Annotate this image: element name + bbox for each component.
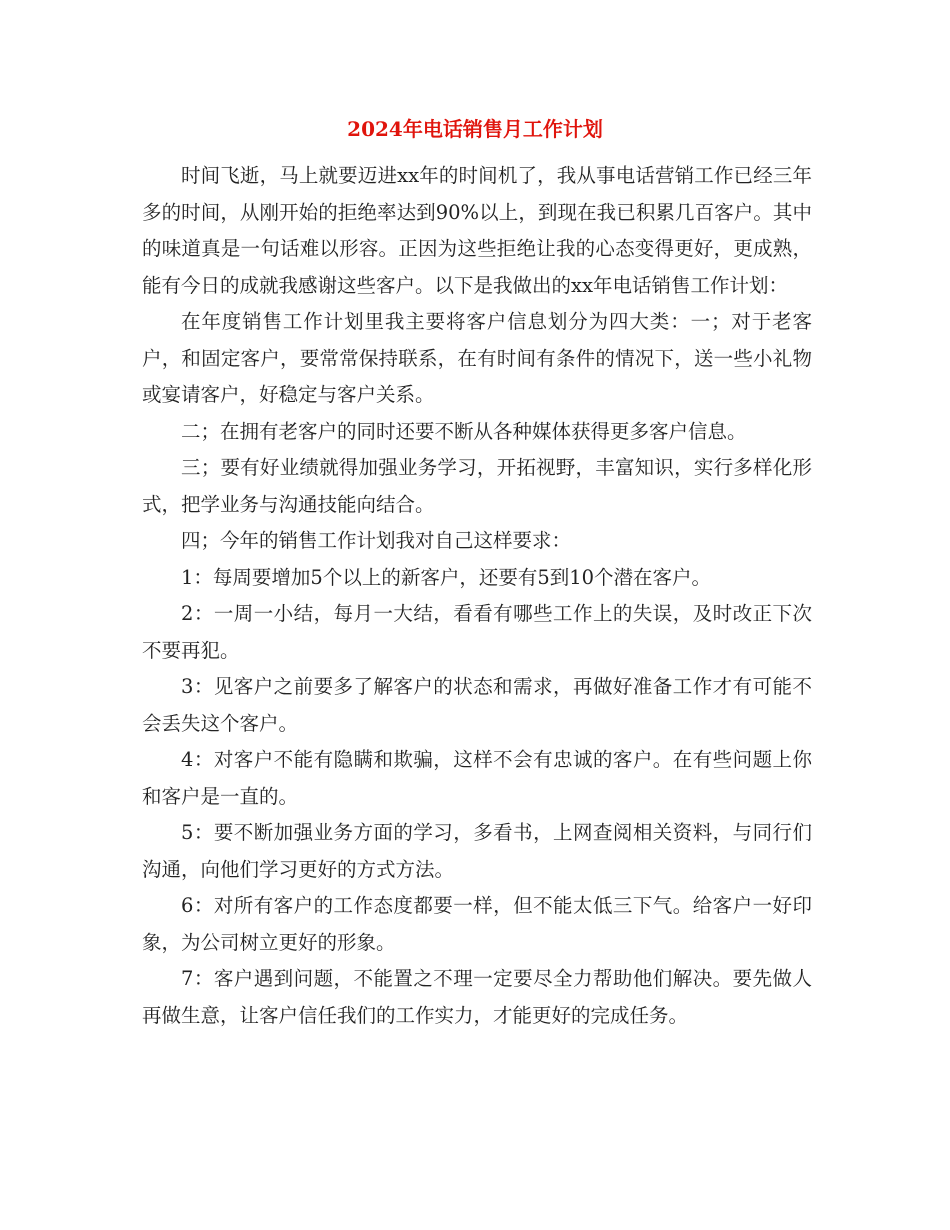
- list-item-2: 2：一周一小结，每月一大结，看看有哪些工作上的失误，及时改正下次不要再犯。: [142, 602, 812, 662]
- paragraph-category-two: 二；在拥有老客户的同时还要不断从各种媒体获得更多客户信息。: [181, 419, 747, 443]
- list-item-7: 7：客户遇到问题，不能置之不理一定要尽全力帮助他们解决。要先做人再做生意，让客户信任我们的工作实力，才能更好的完成任务。: [142, 967, 812, 1027]
- list-item-1: 1：每周要增加5个以上的新客户，还要有5到10个潜在客户。: [181, 565, 712, 589]
- list-item-5: 5：要不断加强业务方面的学习，多看书，上网查阅相关资料，与同行们沟通，向他们学习更好的方式方法。: [142, 821, 812, 881]
- list-item-3: 3：见客户之前要多了解客户的状态和需求，再做好准备工作才有可能不会丢失这个客户。: [142, 675, 812, 735]
- list-item-4: 4：对客户不能有隐瞒和欺骗，这样不会有忠诚的客户。在有些问题上你和客户是一直的。: [142, 748, 812, 808]
- paragraph-category-four: 四；今年的销售工作计划我对自己这样要求：: [181, 529, 572, 552]
- document-title: 2024年电话销售月工作计划: [347, 117, 603, 141]
- list-item-6: 6：对所有客户的工作态度都要一样，但不能太低三下气。给客户一好印象，为公司树立更好的形象。: [142, 894, 812, 954]
- paragraph-intro: 时间飞逝，马上就要迈进xx年的时间机了，我从事电话营销工作已经三年多的时间，从刚开始的拒绝率达到90%以上，到现在我已积累几百客户。其中的味道真是一句话难以形容。正因为这些拒绝让我的心态变得更好，更成熟，能有今日的成就我感谢这些客户。以下是我做出的xx年电话销售工作计划：: [142, 164, 812, 297]
- document-body: [142, 158, 812, 1034]
- paragraph-category-one: 在年度销售工作计划里我主要将客户信息划分为四大类：一；对于老客户，和固定客户，要常常保持联系，在有时间有条件的情况下，送一些小礼物或宴请客户，好稳定与客户关系。: [142, 310, 812, 406]
- paragraph-category-three: 三；要有好业绩就得加强业务学习，开拓视野，丰富知识，实行多样化形式，把学业务与沟通技能向结合。: [142, 456, 812, 516]
